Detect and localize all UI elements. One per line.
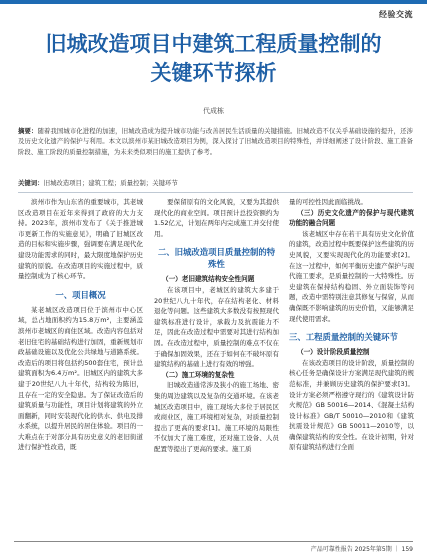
paragraph: 要保留原有的文化风貌，又要为其提供现代化的商业空间。项目预计总投资额约为1.52亿元，计划在两年内完成施工并交付使用。 [154,198,279,238]
abstract-label: 摘要： [18,127,38,135]
paragraph: 在该改造项目的设计阶段，质量控制的核心任务是确保设计方案满足现代建筑的规范标准，并兼顾历史建筑的保护要求[3]。设计方案必须严格遵守现行的《建筑设计防火规范》GB 50016—2014、《混凝土结构设计标准》GB/T 50010—2010和《建筑抗震设计规范》GB 50011—2010等，以确保建筑结构的安全性。在设计初期，针对原有建筑结构进行全面 [289,358,414,452]
paragraph: 旧城改造通常涉及狭小的施工场地、密集的周边建筑以及复杂的交通环境。在该老城区改造项目中，施工现场大多位于居民区或商业区，施工环境相对复杂，对质量控制提出了更高的要求[1]。施工环境的局限性不仅加大了施工难度，还对施工设备、人员配置等提出了更高的要求。施工质 [154,381,279,453]
subheading: （一）老旧建筑结构安全性问题 [162,275,255,284]
author: 代成栋 [203,107,224,115]
keywords [18,178,413,188]
subheading: （二）施工环境的复杂性 [162,370,235,379]
page-footer: 产品可靠性报告 2025年第5期 ｜ 159 [310,546,413,553]
paragraph: 在该项目中，老城区的建筑大多建于20世纪八九十年代，存在结构老化、材料退化等问题。这些建筑大多数没有按照现代建筑标准进行设计，承载力及抗震能力不足，因此在改造过程中需要对其进行结构加固。在改造过程中，质量控制的难点不仅在于确保加固效果，还在于如何在不破坏原有建筑结构的基础上进行有效的增强。 [154,285,279,369]
column-1 [18,197,143,453]
column-3 [289,197,414,453]
article-title [14,30,413,88]
column-2 [154,197,279,454]
title-line-1: 旧城改造项目中建筑工程质量控制的 [45,32,382,56]
paragraph: 量的可控性因此面临挑战。 [289,198,367,206]
abstract [18,126,413,157]
footer-rule [14,541,413,542]
abstract-text: 随着我国城市化进程的加速，旧城改造成为提升城市功能与改善居民生活质量的关键措施。旧城改造不仅关乎基础设施的提升，还涉及历史文化遗产的保护与利用。本文以滨州市某旧城改造项目为例，深入探讨了旧城改造项目的特殊性，并详细阐述了设计阶段、施工准备阶段、施工阶段的质量控制措施，为未来类似项目的施工提供了参考。 [18,127,414,156]
section-tag: 经验交流 [379,10,413,19]
section-heading-1: 一、项目概况 [55,289,106,300]
keywords-label: 关键词： [18,179,44,187]
paragraph: 某老城区改造项目位于滨州市中心区域，总占地面积约为15.8万m²，主要涵盖滨州市老城区的商住区域。改造内容包括对老旧住宅的基础结构进行加固，重新规划市政基础设施以及优化公共绿地与道路系统。改造后的项目将包括约500套住宅，预计总建筑面积为6.4万m²。旧城区内的建筑大多建于20世纪八九十年代，结构较为陈旧，且存在一定的安全隐患。为了保证改造后的建筑质量与功能性，项目计划将建筑的外立面翻新，同时安装现代化的供水、供电及排水系统，以提升居民的居住体验。项目的一大难点在于对部分具有历史意义的老旧街道进行保护性改造，既 [18,305,143,452]
section-heading-3: 三、工程质量控制的关键环节 [289,332,398,343]
paragraph: 滨州市作为山东省的重要城市，其老城区改造项目在近年来得到了政府的大力支持。2023年，滨州市发布了《关于推进城市更新工作的实施意见》，明确了旧城区改造的目标和实施步骤，强调要在满足现代化建设功能需求的同时，最大限度地保护历史建筑的原貌。在改造项目的实施过程中，质量控制成为了核心环节。 [18,198,143,281]
keywords-text: 旧城改造项目；建筑工程；质量控制；关键环节 [43,179,178,187]
section-heading-2: 二、旧城改造项目质量控制的特殊性 [157,247,276,270]
subheading: （一）设计阶段质量控制 [297,348,370,357]
subheading: （三）历史文化遗产的保护与现代建筑功能的融合问题 [289,208,414,228]
title-line-2: 关键环节探析 [150,61,277,85]
top-accent-rule [0,0,427,4]
abstract-divider [18,192,413,193]
paragraph: 该老城区中存在若干具有历史文化价值的建筑，改造过程中既要保护这些建筑的历史风貌，又要实现现代化的功能要求[2]。在这一过程中，如何平衡历史遗产保护与现代施工要求，是质量控制的一大特殊性。历史建筑在保持结构稳固、外立面装饰等问题，改造中需特别注意其修复与保留，从而确保既不影响建筑的历史价值，又能够满足现代使用需求。 [289,229,414,323]
